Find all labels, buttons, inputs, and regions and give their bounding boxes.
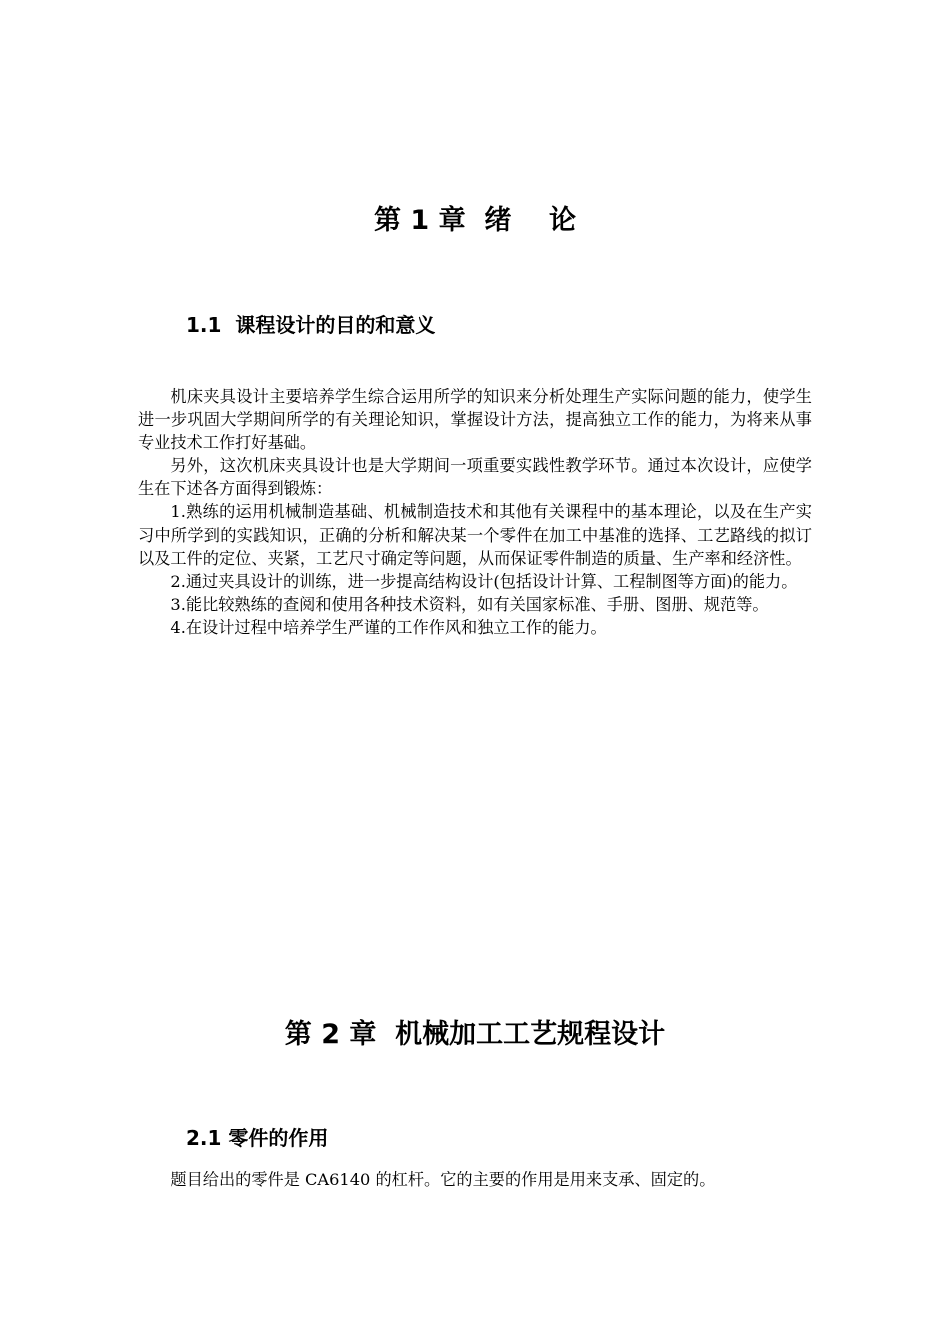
section-2-1-title: 2.1 零件的作用 — [186, 1126, 329, 1150]
paragraph: 2.通过夹具设计的训练，进一步提高结构设计(包括设计计算、工程制图等方面)的能力。 — [170, 571, 798, 591]
paragraph: 题目给出的零件是 CA6140 的杠杆。它的主要的作用是用来支承、固定的。 — [170, 1170, 716, 1189]
section-1-1-title: 1.1 课程设计的目的和意义 — [186, 313, 436, 337]
paragraph: 4.在设计过程中培养学生严谨的工作作风和独立工作的能力。 — [170, 617, 607, 637]
section-1-1-body — [138, 385, 812, 639]
chapter-2-title: 第 2 章 机械加工工艺规程设计 — [284, 1019, 666, 1050]
chapter-1-title: 第 1 章 绪 论 — [374, 205, 576, 236]
paragraph: 3.能比较熟练的查阅和使用各种技术资料，如有关国家标准、手册、图册、规范等。 — [170, 594, 769, 614]
paragraph: 1.熟练的运用机械制造基础、机械制造技术和其他有关课程中的基本理论，以及在生产实习中所学到的实践知识，正确的分析和解决某一个零件在加工中基准的选择、工艺路线的拟订以及工件的定位、夹紧，工艺尺寸确定等问题，从而保证零件制造的质量、生产率和经济性。 — [138, 502, 812, 568]
paragraph: 机床夹具设计主要培养学生综合运用所学的知识来分析处理生产实际问题的能力，使学生进一步巩固大学期间所学的有关理论知识，掌握设计方法，提高独立工作的能力，为将来从事专业技术工作打好基础。 — [138, 387, 812, 453]
section-2-1-body — [138, 1168, 812, 1191]
paragraph: 另外，这次机床夹具设计也是大学期间一项重要实践性教学环节。通过本次设计，应使学生在下述各方面得到锻炼： — [138, 456, 812, 499]
